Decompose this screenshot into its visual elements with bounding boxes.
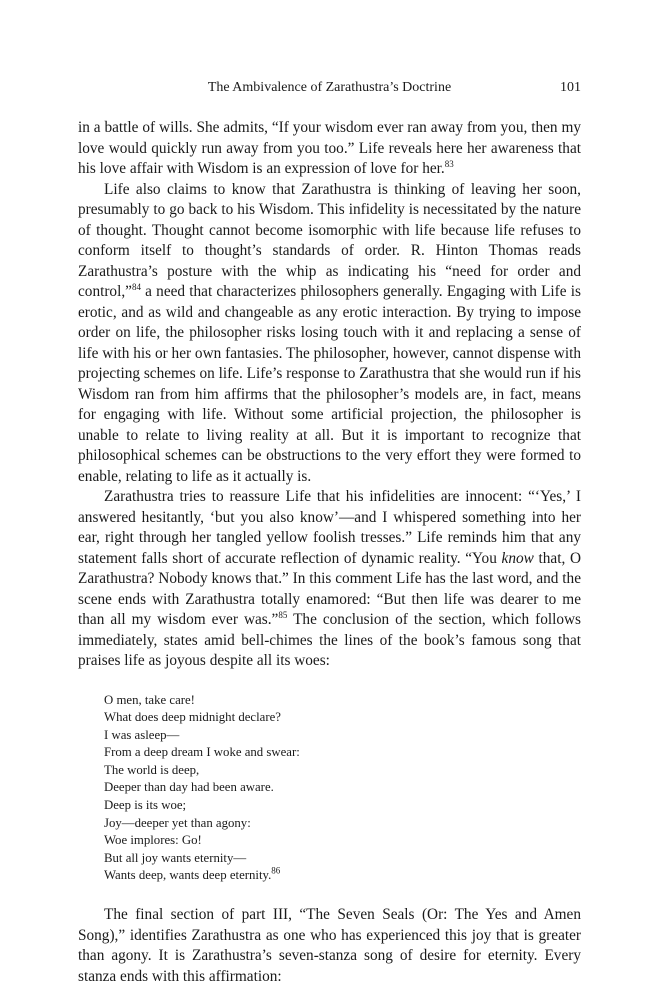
body-text: [78, 118, 581, 987]
paragraph-3-text-a: Zarathustra tries to reassure Life that his infidelities are innocent: “‘Yes,’ I answered hesitantly, ‘but you also know’—and I whispered something into her ear, right through her tangled yellow foolish tresses.” Life reminds him that any statement falls short of accurate reflection of dynamic reality. “You: [78, 488, 581, 567]
footnote-ref-83: 83: [444, 158, 454, 169]
poem-line: From a deep dream I woke and swear:: [104, 745, 300, 760]
paragraph-4-text: The final section of part III, “The Seven Seals (Or: The Yes and Amen Song),” identifies Zarathustra as one who has experienced this joy that is greater than agony. It is Zarathustra’s seven-stanza song of desire for eternity. Every stanza ends with this affirmation:: [78, 906, 581, 985]
paragraph-1-text: in a battle of wills. She admits, “If your wisdom ever ran away from you, then my love would quickly run away from you too.” Life reveals here her awareness that his love affair with Wisdom is an expression of love for her.: [78, 119, 581, 177]
footnote-ref-86: 86: [271, 866, 281, 877]
poem-line: O men, take care!: [104, 692, 195, 707]
paragraph-3-text-c: The conclusion of the section, which follows immediately, states amid bell-chimes the lines of the book’s famous song that praises life as joyous despite all its woes:: [78, 611, 582, 669]
paragraph-1: [78, 118, 581, 180]
poem-line: Deeper than day had been aware.: [104, 780, 274, 795]
poem-line: The world is deep,: [104, 762, 200, 777]
poem-last-line: [104, 867, 581, 885]
poem-last-line-text: Wants deep, wants deep eternity.: [104, 868, 272, 883]
poem-block: [104, 692, 581, 886]
paragraph-4: [78, 905, 581, 987]
paragraph-2-text-a: Life also claims to know that Zarathustra is thinking of leaving her soon, presumably to go back to his Wisdom. This infidelity is necessitated by the nature of thought. Thought cannot become isomorphic with life because life refuses to conform itself to thought’s standards of order. R. Hinton Thomas reads Zarathustra’s posture with the whip as indicating his “need for order and control,”: [78, 180, 581, 300]
paragraph-2-text-b: a need that characterizes philosophers generally. Engaging with Life is erotic, and as wild and changeable as any erotic interaction. By trying to impose order on life, the philosopher risks losing touch with it and replacing a sense of life with his or her own fantasies. The philosopher, however, cannot dispense with projecting schemes on life. Life’s response to Zarathustra that she would run if his Wisdom ran from him affirms that the philosopher’s models are, in fact, means for engaging with life. Without some artificial projection, the philosopher is unable to relate to living reality at all. But it is important to recognize that philosophical schemes can be obstructions to the very effort they were formed to enable, relating to life as it actually is.: [78, 283, 581, 485]
poem-line: Woe implores: Go!: [104, 833, 202, 848]
poem-line: Joy—deeper yet than agony:: [104, 815, 251, 830]
poem-line: But all joy wants eternity—: [104, 850, 247, 865]
paragraph-3: [78, 487, 581, 672]
poem-line: Deep is its woe;: [104, 798, 187, 813]
footnote-ref-84: 84: [131, 281, 141, 292]
running-title: The Ambivalence of Zarathustra’s Doctrine: [207, 80, 452, 95]
paragraph-2: [78, 180, 581, 488]
paragraph-3-text-b: that, O Zarathustra? Nobody knows that.” In this comment Life has the last word, and the scene ends with Zarathustra totally enamored: “But then life was dearer to me than all my wisdom ever was.”: [78, 549, 581, 628]
poem-line: What does deep midnight declare?: [104, 710, 281, 725]
running-header: [78, 80, 581, 100]
page-number: 101: [560, 80, 581, 95]
emphasis-know: know: [501, 549, 534, 567]
footnote-ref-85: 85: [278, 609, 288, 620]
poem-line: I was asleep—: [104, 727, 180, 742]
